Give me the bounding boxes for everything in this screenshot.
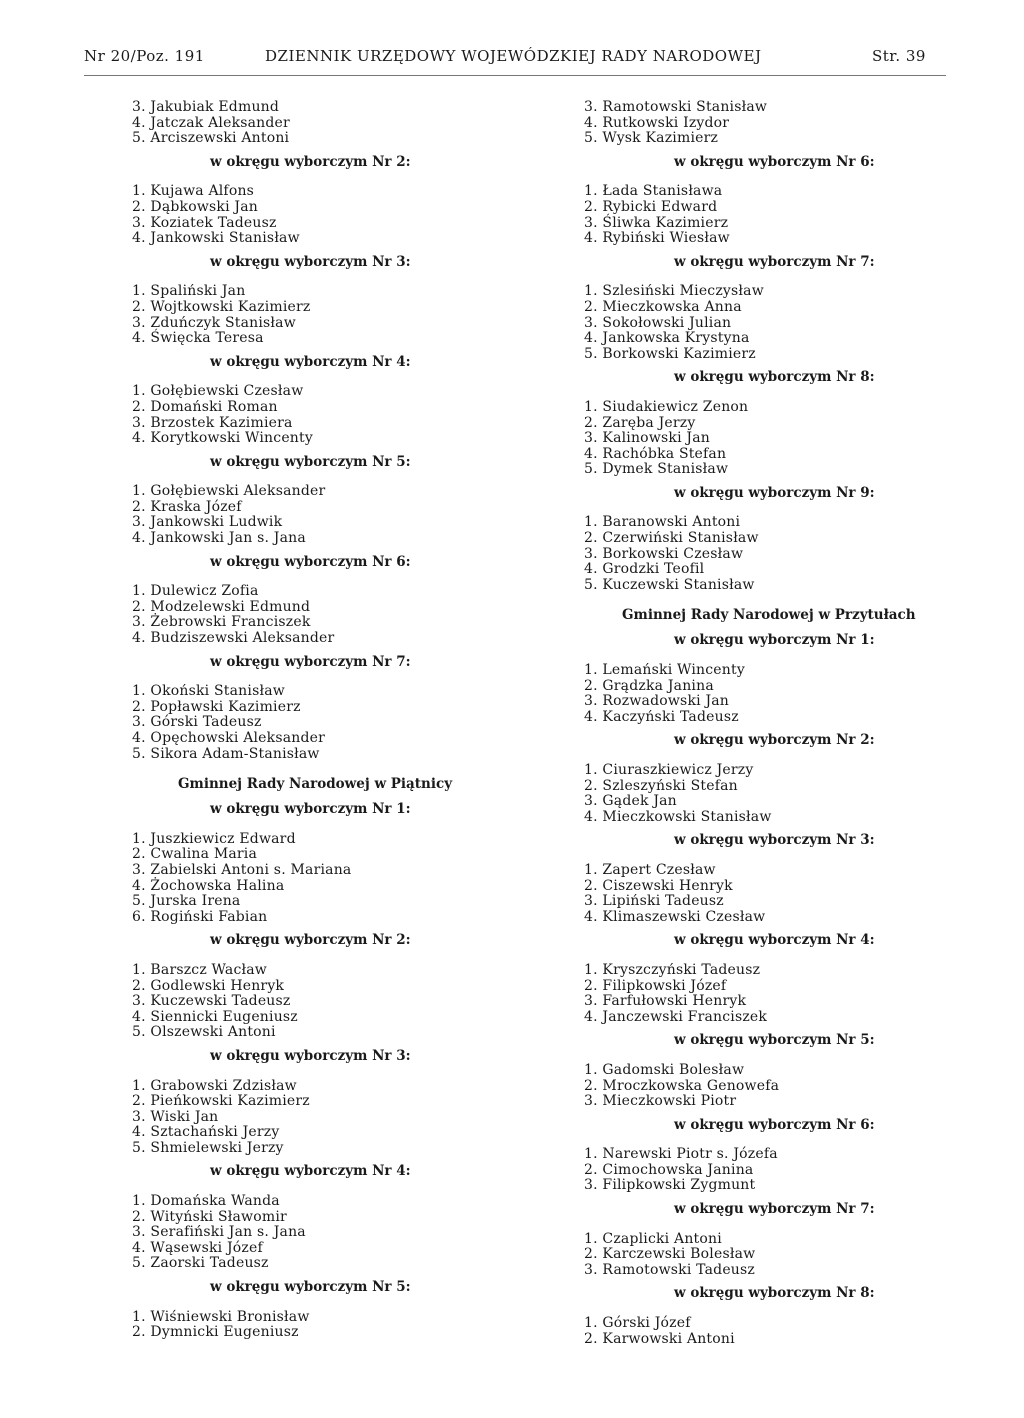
district-heading: w okręgu wyborczym Nr 4: bbox=[674, 932, 875, 949]
issue-number: Nr 20/Poz. 191 bbox=[84, 47, 205, 65]
candidate-name: 4. Jankowska Krystyna bbox=[584, 330, 750, 347]
candidate-name: 6. Rogiński Fabian bbox=[132, 908, 268, 925]
candidate-name: 1. Gołębiewski Aleksander bbox=[132, 483, 326, 500]
candidate-name: 2. Wojtkowski Kazimierz bbox=[132, 298, 311, 315]
candidate-name: 1. Barszcz Wacław bbox=[132, 961, 267, 978]
candidate-name: 4. Siennicki Eugeniusz bbox=[132, 1008, 298, 1025]
journal-title: DZIENNIK URZĘDOWY WOJEWÓDZKIEJ RADY NARODOWEJ bbox=[265, 47, 762, 65]
candidate-name: 3. Żebrowski Franciszek bbox=[132, 614, 311, 631]
candidate-name: 3. Wiski Jan bbox=[132, 1108, 219, 1125]
candidate-name: 1. Gadomski Bolesław bbox=[584, 1061, 745, 1078]
candidate-name: 3. Śliwka Kazimierz bbox=[584, 214, 729, 231]
candidate-name: 2. Ciszewski Henryk bbox=[584, 877, 733, 894]
candidate-name: 5. Sikora Adam-Stanisław bbox=[132, 745, 320, 762]
district-heading: w okręgu wyborczym Nr 7: bbox=[674, 1201, 875, 1218]
candidate-name: 4. Opęchowski Aleksander bbox=[132, 730, 326, 746]
left-column bbox=[132, 100, 472, 1341]
candidate-name: 2. Mieczkowska Anna bbox=[584, 298, 742, 315]
candidate-name: 4. Grodzki Teofil bbox=[584, 561, 705, 578]
candidate-name: 2. Rybicki Edward bbox=[584, 198, 718, 215]
candidate-name: 3. Mieczkowski Piotr bbox=[584, 1093, 737, 1110]
candidate-name: 3. Borkowski Czesław bbox=[584, 545, 744, 562]
candidate-name: 2. Modzelewski Edmund bbox=[132, 598, 311, 615]
candidate-name: 2. Domański Roman bbox=[132, 398, 278, 415]
candidate-name: 5. Olszewski Antoni bbox=[132, 1024, 276, 1041]
candidate-name: 1. Górski Józef bbox=[584, 1315, 691, 1332]
district-heading: w okręgu wyborczym Nr 1: bbox=[210, 801, 411, 818]
candidate-name: 1. Czaplicki Antoni bbox=[584, 1230, 722, 1247]
candidate-name: 3. Koziatek Tadeusz bbox=[132, 214, 277, 231]
candidate-name: 2. Czerwiński Stanisław bbox=[584, 530, 759, 547]
district-heading: w okręgu wyborczym Nr 6: bbox=[674, 153, 875, 170]
candidate-name: 1. Dulewicz Zofia bbox=[132, 583, 259, 600]
candidate-name: 1. Kryszczyński Tadeusz bbox=[584, 961, 761, 978]
candidate-name: 4. Wąsewski Józef bbox=[132, 1239, 263, 1256]
council-heading: Gminnej Rady Narodowej w Przytułach bbox=[622, 607, 916, 624]
district-heading: w okręgu wyborczym Nr 8: bbox=[674, 1285, 875, 1302]
candidate-name: 3. Zabielski Antoni s. Mariana bbox=[132, 861, 352, 878]
district-heading: w okręgu wyborczym Nr 5: bbox=[210, 1279, 411, 1296]
district-heading: w okręgu wyborczym Nr 3: bbox=[674, 832, 875, 849]
candidate-name: 2. Zaręba Jerzy bbox=[584, 414, 696, 431]
candidate-name: 3. Kalinowski Jan bbox=[584, 430, 710, 447]
candidate-name: 2. Godlewski Henryk bbox=[132, 977, 285, 994]
candidate-name: 5. Kuczewski Stanisław bbox=[584, 576, 755, 593]
candidate-name: 4. Budziszewski Aleksander bbox=[132, 630, 335, 647]
council-heading: Gminnej Rady Narodowej w Piątnicy bbox=[178, 776, 453, 793]
candidate-name: 4. Klimaszewski Czesław bbox=[584, 908, 766, 925]
candidate-name: 1. Wiśniewski Bronisław bbox=[132, 1308, 310, 1325]
candidate-name: 3. Lipiński Tadeusz bbox=[584, 893, 724, 910]
candidate-name: 2. Szleszyński Stefan bbox=[584, 777, 738, 794]
candidate-name: 5. Dymek Stanisław bbox=[584, 461, 729, 478]
candidate-name: 4. Święcka Teresa bbox=[132, 330, 264, 347]
candidate-name: 3. Farfułowski Henryk bbox=[584, 993, 747, 1010]
page-header bbox=[0, 47, 1024, 71]
district-heading: w okręgu wyborczym Nr 4: bbox=[210, 353, 411, 370]
candidate-name: 4. Rachóbka Stefan bbox=[584, 445, 727, 462]
candidate-name: 3. Górski Tadeusz bbox=[132, 714, 262, 731]
candidate-name: 3. Filipkowski Zygmunt bbox=[584, 1177, 756, 1194]
candidate-name: 1. Domańska Wanda bbox=[132, 1193, 280, 1210]
candidate-name: 4. Janczewski Franciszek bbox=[584, 1008, 768, 1025]
candidate-name: 3. Sokołowski Julian bbox=[584, 314, 732, 331]
district-heading: w okręgu wyborczym Nr 1: bbox=[674, 632, 875, 649]
district-heading: w okręgu wyborczym Nr 2: bbox=[210, 932, 411, 949]
candidate-name: 1. Narewski Piotr s. Józefa bbox=[584, 1146, 778, 1163]
candidate-name: 3. Zduńczyk Stanisław bbox=[132, 314, 296, 331]
candidate-name: 2. Grądzka Janina bbox=[584, 677, 714, 694]
candidate-name: 1. Okoński Stanisław bbox=[132, 683, 285, 700]
candidate-name: 1. Grabowski Zdzisław bbox=[132, 1077, 297, 1094]
candidate-name: 5. Shmielewski Jerzy bbox=[132, 1139, 284, 1156]
district-heading: w okręgu wyborczym Nr 5: bbox=[210, 453, 411, 470]
candidate-name: 1. Kujawa Alfons bbox=[132, 183, 255, 200]
candidate-name: 1. Ciuraszkiewicz Jerzy bbox=[584, 762, 754, 778]
candidate-name: 1. Baranowski Antoni bbox=[584, 514, 741, 531]
candidate-name: 2. Filipkowski Józef bbox=[584, 977, 727, 994]
district-heading: w okręgu wyborczym Nr 8: bbox=[674, 369, 875, 386]
candidate-name: 1. Siudakiewicz Zenon bbox=[584, 398, 749, 415]
candidate-name: 1. Zapert Czesław bbox=[584, 861, 716, 878]
candidate-name: 2. Kraska Józef bbox=[132, 498, 242, 515]
candidate-name: 2. Mroczkowska Genowefa bbox=[584, 1077, 780, 1094]
candidate-name: 4. Rutkowski Izydor bbox=[584, 114, 730, 131]
district-heading: w okręgu wyborczym Nr 2: bbox=[210, 153, 411, 170]
district-heading: w okręgu wyborczym Nr 7: bbox=[674, 253, 875, 270]
candidate-name: 5. Zaorski Tadeusz bbox=[132, 1255, 269, 1272]
candidate-name: 2. Dymnicki Eugeniusz bbox=[132, 1324, 299, 1341]
district-heading: w okręgu wyborczym Nr 6: bbox=[674, 1116, 875, 1133]
candidate-name: 1. Juszkiewicz Edward bbox=[132, 830, 296, 847]
candidate-name: 3. Jakubiak Edmund bbox=[132, 99, 280, 115]
candidate-name: 4. Kaczyński Tadeusz bbox=[584, 708, 739, 725]
district-heading: w okręgu wyborczym Nr 9: bbox=[674, 484, 875, 501]
candidate-name: 2. Pieńkowski Kazimierz bbox=[132, 1093, 310, 1110]
candidate-name: 3. Serafiński Jan s. Jana bbox=[132, 1224, 306, 1241]
candidate-name: 4. Żochowska Halina bbox=[132, 877, 285, 894]
candidate-name: 4. Jankowski Stanisław bbox=[132, 230, 300, 247]
candidate-name: 2. Wityński Sławomir bbox=[132, 1208, 287, 1225]
candidate-name: 2. Popławski Kazimierz bbox=[132, 698, 301, 715]
district-heading: w okręgu wyborczym Nr 2: bbox=[674, 732, 875, 749]
district-heading: w okręgu wyborczym Nr 7: bbox=[210, 653, 411, 670]
header-rule bbox=[84, 75, 946, 76]
candidate-name: 2. Cwalina Maria bbox=[132, 846, 258, 863]
candidate-name: 4. Sztachański Jerzy bbox=[132, 1124, 280, 1141]
candidate-name: 1. Gołębiewski Czesław bbox=[132, 383, 304, 400]
district-heading: w okręgu wyborczym Nr 6: bbox=[210, 553, 411, 570]
candidate-name: 3. Gądek Jan bbox=[584, 793, 677, 810]
right-column bbox=[584, 100, 924, 1347]
candidate-name: 5. Arciszewski Antoni bbox=[132, 130, 290, 147]
candidate-name: 3. Ramotowski Tadeusz bbox=[584, 1261, 755, 1278]
candidate-name: 5. Wysk Kazimierz bbox=[584, 130, 719, 147]
district-heading: w okręgu wyborczym Nr 3: bbox=[210, 253, 411, 270]
candidate-name: 1. Szlesiński Mieczysław bbox=[584, 283, 764, 300]
candidate-name: 2. Karwowski Antoni bbox=[584, 1330, 735, 1347]
candidate-name: 2. Cimochowska Janina bbox=[584, 1161, 754, 1178]
candidate-name: 3. Jankowski Ludwik bbox=[132, 514, 283, 531]
district-heading: w okręgu wyborczym Nr 3: bbox=[210, 1047, 411, 1064]
candidate-name: 1. Lemański Wincenty bbox=[584, 662, 745, 679]
candidate-name: 4. Jankowski Jan s. Jana bbox=[132, 530, 306, 547]
page-number: Str. 39 bbox=[872, 47, 926, 65]
candidate-name: 4. Jatczak Aleksander bbox=[132, 114, 290, 131]
candidate-name: 3. Kuczewski Tadeusz bbox=[132, 993, 291, 1010]
candidate-name: 4. Mieczkowski Stanisław bbox=[584, 808, 772, 825]
district-heading: w okręgu wyborczym Nr 4: bbox=[210, 1163, 411, 1180]
candidate-name: 5. Jurska Irena bbox=[132, 893, 241, 910]
candidate-name: 2. Karczewski Bolesław bbox=[584, 1246, 756, 1263]
candidate-name: 4. Rybiński Wiesław bbox=[584, 230, 730, 247]
candidate-name: 2. Dąbkowski Jan bbox=[132, 198, 259, 215]
candidate-name: 3. Ramotowski Stanisław bbox=[584, 99, 768, 115]
candidate-name: 3. Rozwadowski Jan bbox=[584, 693, 730, 710]
candidate-name: 1. Spaliński Jan bbox=[132, 283, 246, 300]
candidate-name: 4. Korytkowski Wincenty bbox=[132, 430, 313, 447]
candidate-name: 1. Łada Stanisława bbox=[584, 183, 723, 200]
district-heading: w okręgu wyborczym Nr 5: bbox=[674, 1032, 875, 1049]
candidate-name: 5. Borkowski Kazimierz bbox=[584, 345, 756, 362]
candidate-name: 3. Brzostek Kazimiera bbox=[132, 414, 293, 431]
